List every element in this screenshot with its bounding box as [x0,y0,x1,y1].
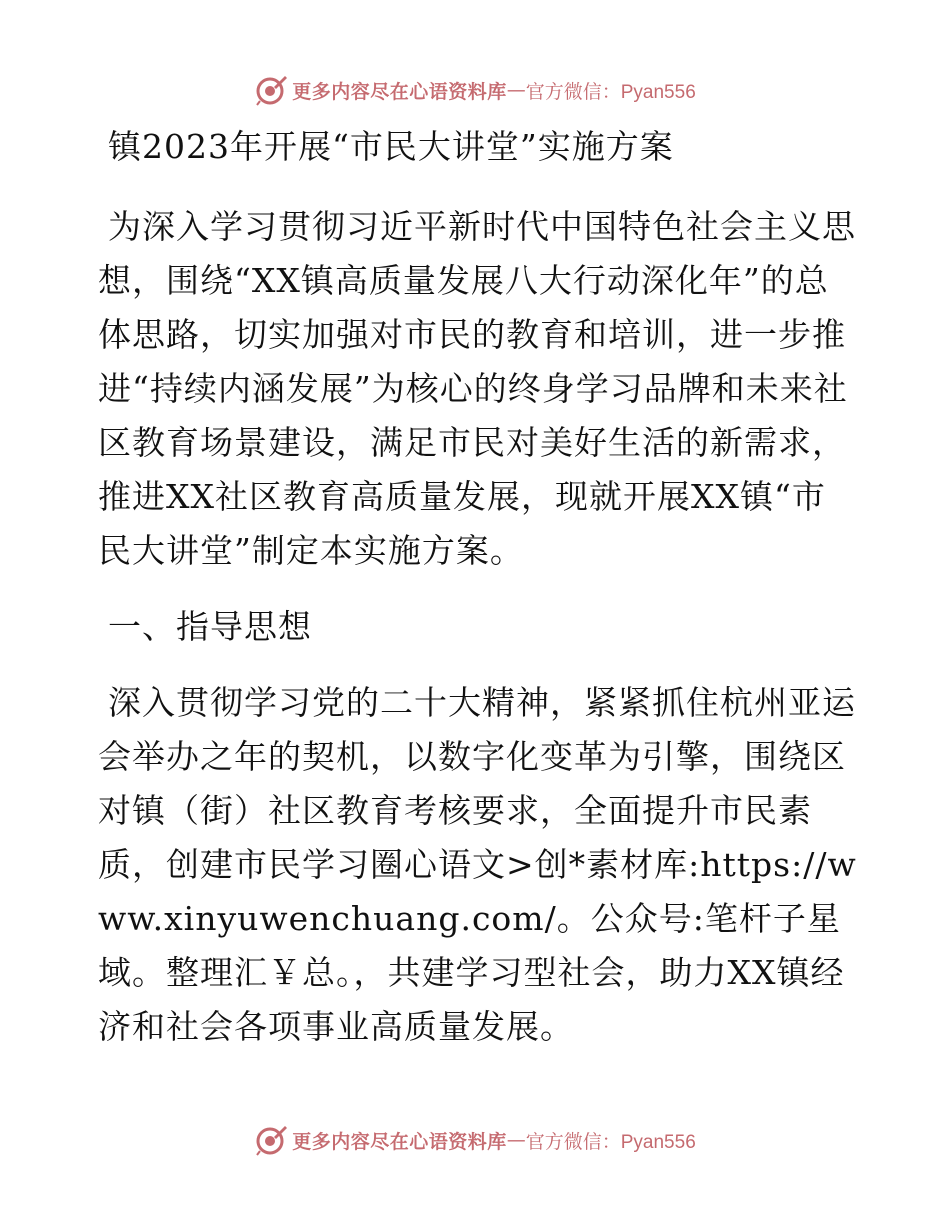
guiding-ideology-paragraph: 深入贯彻学习党的二十大精神，紧紧抓住杭州亚运会举办之年的契机，以数字化变革为引擎，围绕区对镇（街）社区教育考核要求，全面提升市民素质，创建市民学习圈心语文>创*素材库:https://www.xinyuwenchuang.com/。公众号:笔杆子星域。整理汇￥总。，共建学习型社会，助力XX镇经济和社会各项事业高质量发展。 [98,683,857,1046]
quill-seal-icon [254,73,288,107]
section-heading-guiding-ideology: 一、指导思想 [108,607,312,646]
document-title: 镇2023年开展“市民大讲堂”实施方案 [108,127,674,166]
watermark-banner-bottom [0,1120,950,1160]
watermark-wechat: 官方微信：Pyan556 [525,81,696,103]
quill-seal-icon [254,1123,288,1157]
watermark-text: 更多内容尽在心语资料库 [292,1130,507,1153]
document-body [98,124,858,1054]
watermark-wechat: 官方微信：Pyan556 [525,1131,696,1153]
watermark-banner-top [0,70,950,110]
watermark-text: 更多内容尽在心语资料库 [292,80,507,103]
watermark-separator: — [506,79,526,101]
intro-paragraph: 为深入学习贯彻习近平新时代中国特色社会主义思想，围绕“XX镇高质量发展八大行动深化年”的总体思路，切实加强对市民的教育和培训，进一步推进“持续内涵发展”为核心的终身学习品牌和未来社区教育场景建设，满足市民对美好生活的新需求，推进XX社区教育高质量发展，现就开展XX镇“市民大讲堂”制定本实施方案。 [98,207,856,570]
watermark-separator: — [506,1129,526,1151]
